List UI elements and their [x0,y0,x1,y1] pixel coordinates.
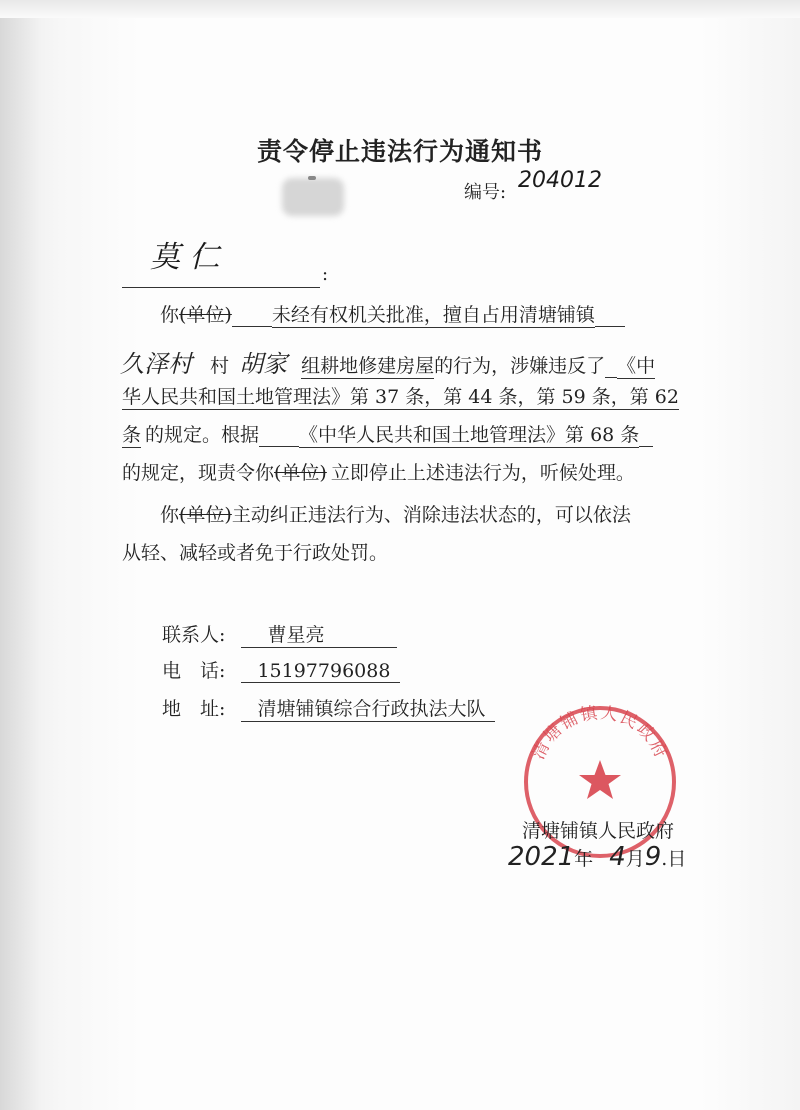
redaction-mark [308,176,316,180]
issuing-organization: 清塘铺镇人民政府 [522,820,675,842]
contact-address-row [162,694,495,722]
contact-person-value: 曹星亮 [241,620,397,648]
addressee-underline [122,287,320,288]
top-page-shadow [0,0,800,18]
para2-line1: 你(单位)主动纠正违法行为、消除违法状态的，可以依法 [160,504,631,526]
struck-unit-2: (单位) [274,462,327,484]
village-handwritten: 久泽村 [120,350,192,378]
struck-unit: (单位) [179,304,232,326]
para1-line5: 的规定，现责令你(单位) 立即停止上述违法行为，听候处理。 [122,462,635,484]
contact-address-label: 地 址: [162,698,226,720]
contact-phone-label: 电 话: [162,660,226,682]
seal-star-icon [579,760,621,799]
para1-line4: 条 的规定。根据 《中华人民共和国土地管理法》第 68 条 [122,420,653,448]
contact-address-value: 清塘铺镇综合行政执法大队 [241,694,495,722]
issue-date: 2021年 4月9.日 [508,842,687,872]
para1-line1: 你(单位) 未经有权机关批准，擅自占用清塘铺镇 [160,300,625,328]
addressee-name: 莫 仁 [150,240,220,275]
document-title: 责令停止违法行为通知书 [256,137,543,166]
contact-person-label: 联系人: [162,624,226,646]
addressee-colon: : [322,264,329,285]
serial-number: 204012 [518,168,602,193]
contact-phone-value: 15197796088 [241,660,400,683]
group-handwritten: 胡家 [239,350,288,378]
day-handwritten: 9 [644,842,662,872]
redacted-area [282,178,344,216]
para1-line3: 华人民共和国土地管理法》第 37 条，第 44 条，第 59 条，第 62 [122,382,679,410]
struck-unit-3: (单位) [179,504,232,526]
contact-person-row [162,620,397,648]
year-handwritten: 2021 [508,842,575,872]
para2-line2: 从轻、减轻或者免于行政处罚。 [122,542,389,564]
month-handwritten: 4 [609,842,626,872]
contact-phone-row [162,656,400,683]
seal-text: 清塘铺镇人民政府 [528,703,672,763]
svg-text:清塘铺镇人民政府 [529,703,672,763]
serial-label: 编号: [464,182,507,203]
para1-line2: 久泽村 村 胡家 组耕地修建房屋的行为，涉嫌违反了 《中 [120,350,656,378]
